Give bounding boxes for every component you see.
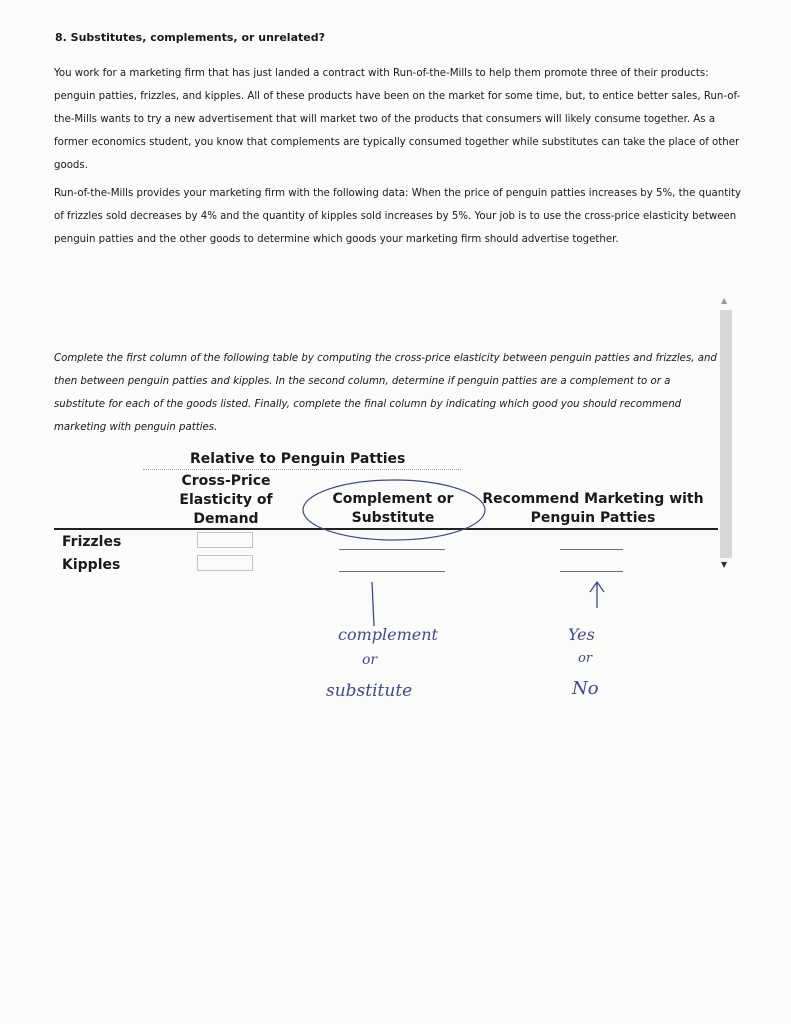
frizzles-recommend-dropdown[interactable] — [560, 549, 623, 550]
hw-no: No — [572, 678, 599, 699]
question-heading: 8. Substitutes, complements, or unrelated? — [55, 31, 325, 44]
group-header-divider — [143, 469, 461, 470]
instructions-paragraph: Complete the first column of the following table by computing the cross-price elasticity between penguin patties and frizzles, and then between penguin patties and kipples. In the second column, determine if penguin patties are a complement to or a substitute for each of the goods listed. Finally, complete the final column by indicating which good you should recommend marketing with penguin patties. — [54, 353, 717, 433]
table-header-rule — [54, 528, 718, 530]
column-header-elasticity: Cross-Price Elasticity of Demand — [179, 473, 273, 527]
kipples-elasticity-input[interactable] — [197, 555, 253, 571]
kipples-relation-dropdown[interactable] — [339, 571, 445, 572]
column-header-recommend: Recommend Marketing with Penguin Patties — [482, 491, 704, 526]
ink-arrow-up-icon — [590, 582, 604, 608]
vertical-scrollbar[interactable] — [718, 296, 734, 574]
hw-substitute: substitute — [326, 681, 413, 701]
hw-or-2: or — [578, 651, 593, 666]
data-paragraph: Run-of-the-Mills provides your marketing firm with the following data: When the price of penguin patties increases by 5%, the quantity of frizzles sold decreases by 4% and the quantity of kipples sold increases by 5%. Your job is to use the cross-price elasticity between penguin patties and the other goods to determine which goods your marketing firm should advertise together. — [54, 188, 742, 245]
frizzles-elasticity-input[interactable] — [197, 532, 253, 548]
table-group-header: Relative to Penguin Patties — [190, 451, 406, 467]
ink-stroke-down — [372, 582, 374, 626]
scroll-track[interactable] — [720, 310, 732, 558]
intro-paragraph: You work for a marketing firm that has just landed a contract with Run-of-the-Mills to help them promote three of their products: penguin patties, frizzles, and kipples. All of these products have been on the market for some time, but, to entice better sales, Run-of-the-Mills wants to try a new advertisement that will market two of the products that consumers will likely consume together. As a former economics student, you know that complements are typically consumed together while substitutes can take the place of other goods. — [54, 68, 741, 171]
hw-yes: Yes — [568, 625, 595, 644]
scroll-up-arrow-icon[interactable]: ▲ — [721, 296, 728, 305]
frizzles-relation-dropdown[interactable] — [339, 549, 445, 550]
hw-or-1: or — [362, 652, 378, 668]
column-header-complement-substitute: Complement or Substitute — [332, 491, 454, 526]
scroll-down-arrow-icon[interactable]: ▼ — [721, 560, 728, 569]
row-label-frizzles: Frizzles — [62, 534, 122, 550]
hw-complement: complement — [338, 625, 438, 644]
kipples-recommend-dropdown[interactable] — [560, 571, 623, 572]
row-label-kipples: Kipples — [62, 557, 121, 573]
